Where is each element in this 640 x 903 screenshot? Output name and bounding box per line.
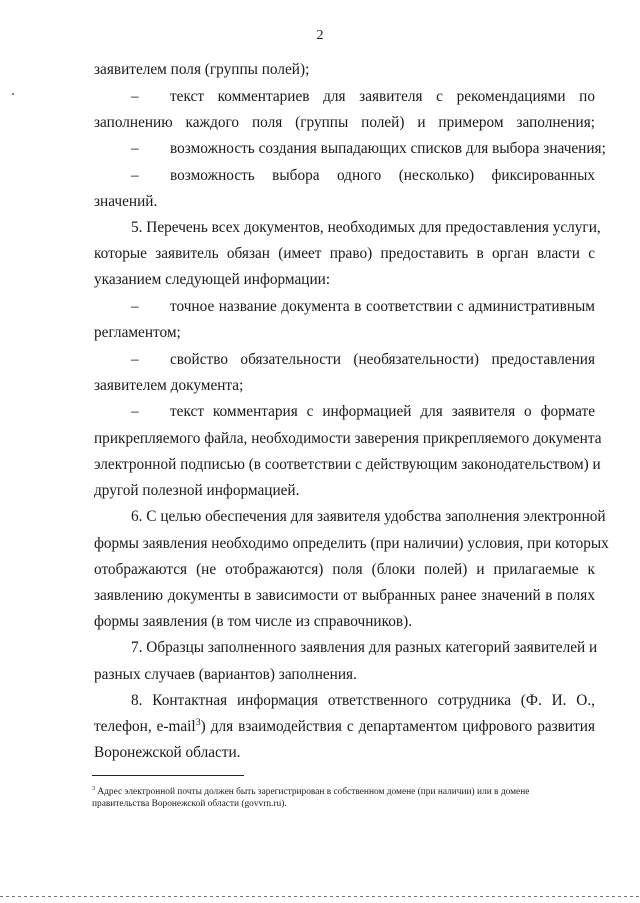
text-line: указанием следующей информации: (94, 271, 331, 288)
footnote-mark: 3 (92, 785, 96, 792)
list-dash: – (131, 88, 139, 105)
text-line: формы заявления необходимо определить (при наличии) условия, при которых (94, 535, 609, 552)
text-line: прикрепляемого файла, необходимости заверения прикрепляемого документа (94, 430, 602, 447)
text-line: разных случаев (вариантов) заполнения. (94, 666, 357, 683)
text-line: свойство обязательности (необязательности) предоставления (170, 351, 595, 368)
text-line: которые заявитель обязан (имеет право) предоставить в орган власти с (94, 245, 595, 262)
text-line: текст комментария с информацией для заявителя о формате (170, 403, 595, 420)
text-line: отображаются (не отображаются) поля (блоки полей) и прилагаемые к (94, 561, 595, 578)
text-line: электронной подписью (в соответствии с действующим законодательством) и (94, 456, 601, 473)
text-fragment: ) для взаимодействия с департаментом цифрового развития (200, 718, 595, 735)
text-line: заявителем поля (группы полей); (94, 61, 310, 78)
list-dash: – (131, 351, 139, 368)
page-number: 2 (316, 28, 324, 43)
list-dash: – (131, 298, 139, 315)
text-fragment: телефон, e-mail (94, 718, 196, 735)
text-line: заявлению документы в зависимости от выбранных ранее значений в полях (94, 587, 595, 604)
text-line: другой полезной информацией. (94, 482, 300, 499)
scan-edge-line (0, 896, 640, 897)
text-line: Воронежской области. (94, 744, 241, 761)
text-line: возможность выбора одного (несколько) фиксированных (170, 167, 595, 184)
text-line: заполнению каждого поля (группы полей) и примером заполнения; (94, 114, 595, 131)
text-line: регламентом; (94, 324, 181, 341)
text-line: текст комментариев для заявителя с рекомендациями по (170, 88, 595, 105)
footnote-separator (92, 775, 244, 776)
text-line: формы заявления (в том числе из справочников). (94, 613, 413, 630)
text-line: заявителем документа; (94, 377, 244, 394)
text-line: точное название документа в соответствии с административным (170, 298, 595, 315)
footnote-line: правительства Воронежской области (govvrn.ru). (92, 799, 287, 809)
text-line: 8. Контактная информация ответственного сотрудника (Ф. И. О., (131, 692, 595, 709)
text-line: значений. (94, 193, 158, 210)
footnote-text: Адрес электронной почты должен быть зарегистрирован в собственном домене (при наличии) или в домене (95, 787, 530, 797)
text-line: возможность создания выпадающих списков для выбора значения; (170, 140, 606, 157)
text-line: 6. С целью обеспечения для заявителя удобства заполнения электронной (131, 508, 606, 525)
text-line-with-footnote (94, 718, 595, 736)
text-line: 7. Образцы заполненного заявления для разных категорий заявителей и (131, 639, 598, 656)
footnote-line (92, 786, 597, 798)
footnote-reference: 3 (195, 716, 201, 728)
list-dash: – (131, 167, 139, 184)
list-dash: – (131, 403, 139, 420)
list-dash: – (131, 140, 139, 157)
scan-speck (12, 93, 14, 95)
text-line: 5. Перечень всех документов, необходимых для предоставления услуги, (131, 219, 601, 236)
